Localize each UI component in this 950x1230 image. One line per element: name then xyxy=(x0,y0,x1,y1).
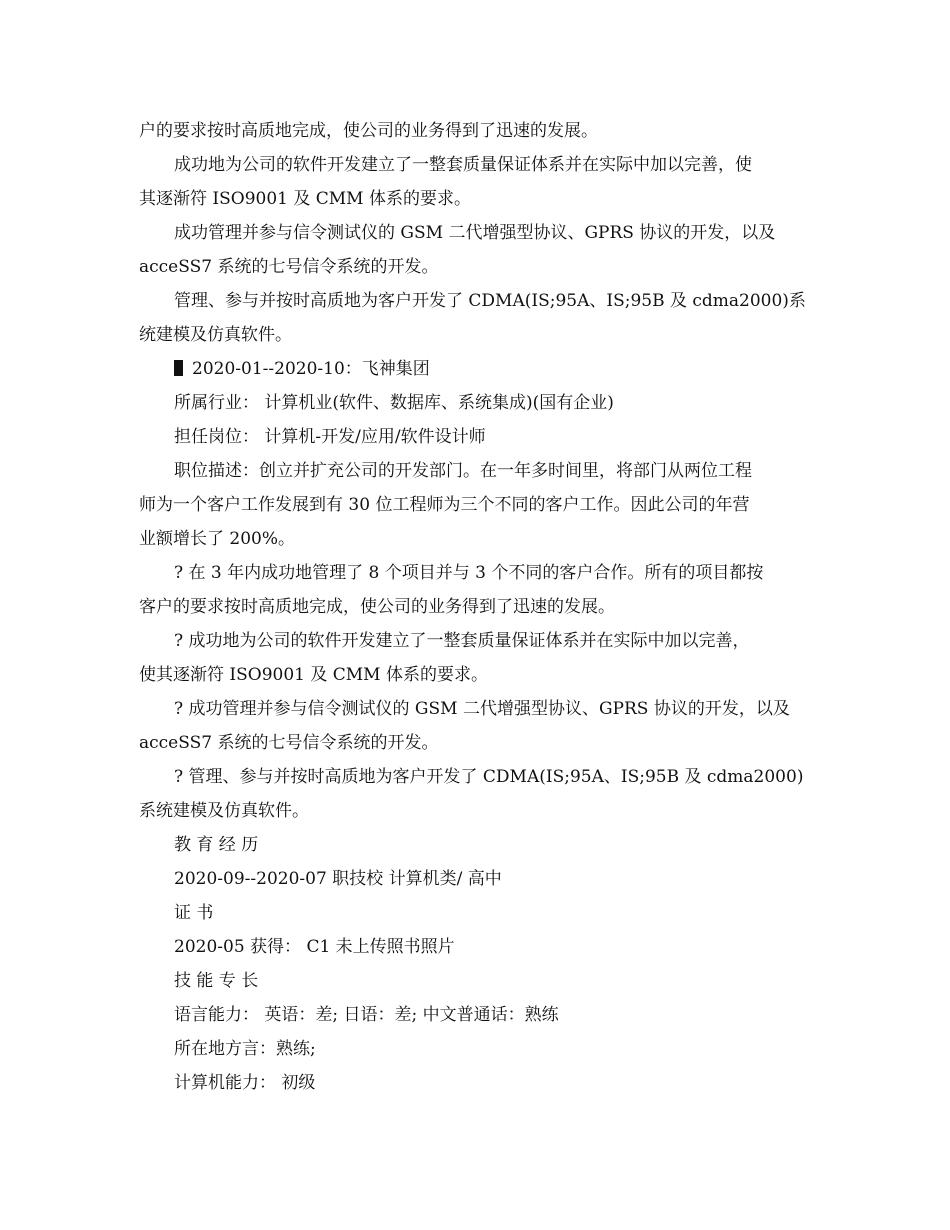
paragraph-line: ? 成功管理并参与信令测试仪的 GSM 二代增强型协议、GPRS 协议的开发，以及 xyxy=(174,699,790,719)
paragraph-line: 管理、参与并按时高质地为客户开发了 CDMA(IS;95A、IS;95B 及 cdma2000)系 xyxy=(174,291,806,311)
paragraph-line: 成功管理并参与信令测试仪的 GSM 二代增强型协议、GPRS 协议的开发，以及 xyxy=(174,223,776,243)
education-entry: 2020-09--2020-07 职技校 计算机类/ 高中 xyxy=(174,869,502,889)
position-line: 担任岗位： 计算机-开发/应用/软件设计师 xyxy=(174,427,486,447)
square-bullet-icon xyxy=(174,360,183,376)
paragraph-line: ? 管理、参与并按时高质地为客户开发了 CDMA(IS;95A、IS;95B 及 cdma2000) xyxy=(174,767,804,787)
paragraph-line: 成功地为公司的软件开发建立了一整套质量保证体系并在实际中加以完善，使 xyxy=(174,155,752,175)
paragraph-line: 使其逐渐符 ISO9001 及 CMM 体系的要求。 xyxy=(139,665,488,685)
paragraph-line: 统建模及仿真软件。 xyxy=(139,325,292,345)
paragraph-line: 客户的要求按时高质地完成，使公司的业务得到了迅速的发展。 xyxy=(139,597,615,617)
paragraph-line: acceSS7 系统的七号信令系统的开发。 xyxy=(139,733,439,753)
paragraph-line: 业额增长了 200%。 xyxy=(139,529,296,549)
paragraph-line: 户的要求按时高质地完成，使公司的业务得到了迅速的发展。 xyxy=(139,121,598,141)
paragraph-line: ? 成功地为公司的软件开发建立了一整套质量保证体系并在实际中加以完善， xyxy=(174,631,750,651)
computer-skill: 计算机能力： 初级 xyxy=(174,1073,316,1093)
paragraph-line: 系统建模及仿真软件。 xyxy=(139,801,309,821)
job-entry-header xyxy=(174,359,819,379)
job-entry-title: 2020-01--2020-10：飞神集团 xyxy=(192,359,430,379)
paragraph-line: 其逐渐符 ISO9001 及 CMM 体系的要求。 xyxy=(139,189,471,209)
industry-line: 所属行业： 计算机业(软件、数据库、系统集成)(国有企业) xyxy=(174,393,614,413)
certificate-entry: 2020-05 获得： C1 未上传照书照片 xyxy=(174,937,455,957)
section-heading-education: 教 育 经 历 xyxy=(174,835,259,855)
paragraph-line: acceSS7 系统的七号信令系统的开发。 xyxy=(139,257,439,277)
section-heading-skills: 技 能 专 长 xyxy=(174,971,259,991)
paragraph-line: ? 在 3 年内成功地管理了 8 个项目并与 3 个不同的客户合作。所有的项目都按 xyxy=(174,563,764,583)
section-heading-certificates: 证 书 xyxy=(174,903,214,923)
paragraph-line: 职位描述：创立并扩充公司的开发部门。在一年多时间里，将部门从两位工程 xyxy=(174,461,752,481)
dialect-skill: 所在地方言：熟练; xyxy=(174,1039,316,1059)
paragraph-line: 师为一个客户工作发展到有 30 位工程师为三个不同的客户工作。因此公司的年营 xyxy=(139,495,750,515)
language-skills: 语言能力： 英语：差; 日语：差; 中文普通话：熟练 xyxy=(174,1005,559,1025)
